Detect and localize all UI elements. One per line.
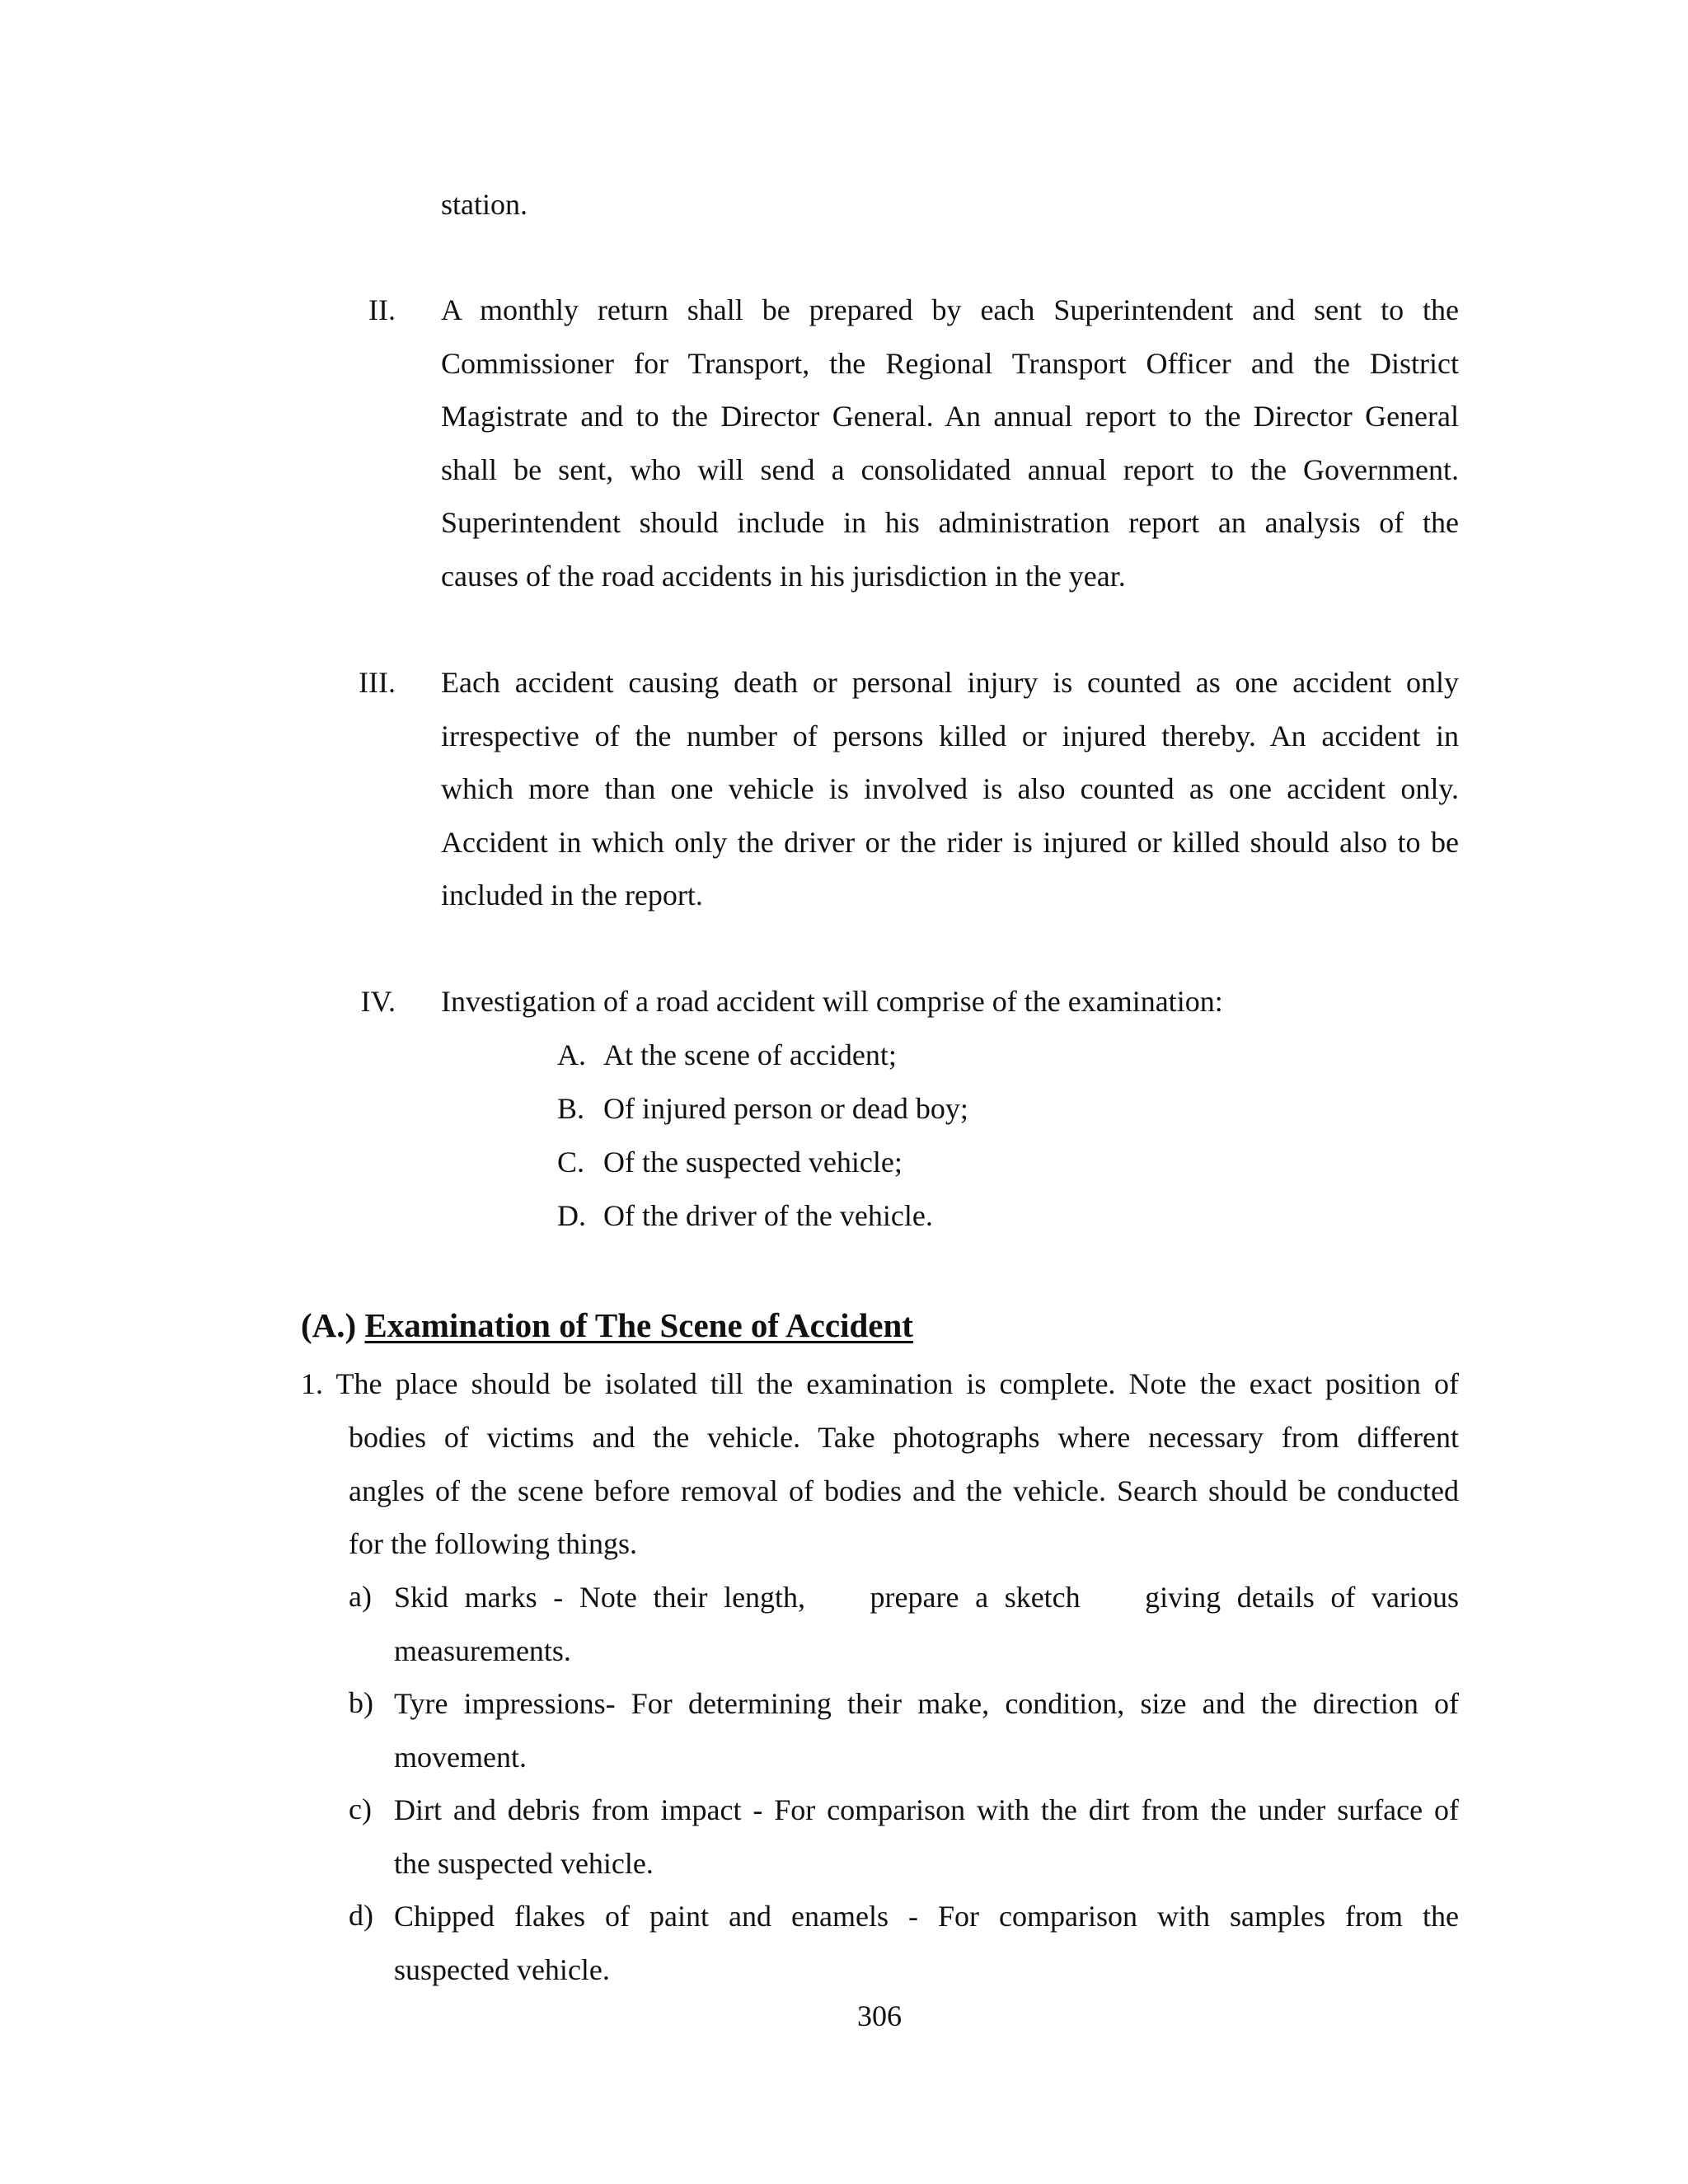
item-iv-line: Investigation of a road accident will comprise of the examination: (441, 985, 1223, 1018)
item-numeral-ii: II. (368, 293, 396, 326)
section-heading (301, 1306, 913, 1344)
subpoint-line: Tyre impressions- For determining their make, condition, size and the direction of (394, 1687, 1459, 1720)
subpoint-marker: d) (349, 1899, 373, 1932)
point-1-line: for the following things. (349, 1527, 637, 1561)
subitem-marker: C. (557, 1146, 585, 1179)
subpoint-line: movement. (394, 1740, 527, 1774)
subpoint-marker: b) (349, 1686, 373, 1719)
item-ii-paragraph (441, 284, 1459, 603)
item-ii-line: A monthly return shall be prepared by each Superintendent and sent to the (441, 293, 1459, 326)
subitem-text: Of the suspected vehicle; (603, 1146, 903, 1179)
item-iii-line: irrespective of the number of persons killed or injured thereby. An accident in (441, 719, 1459, 752)
item-ii-line: Magistrate and to the Director General. An annual report to the Director General (441, 400, 1459, 434)
subpoint-marker: c) (349, 1793, 372, 1825)
point-1-paragraph (349, 1411, 1459, 1571)
point-1-line: bodies of victims and the vehicle. Take photographs where necessary from different (349, 1421, 1459, 1454)
page-number: 306 (857, 1999, 902, 2032)
continuation-text: station. (441, 188, 528, 221)
item-iii-line: Accident in which only the driver or the rider is injured or killed should also to be (441, 825, 1459, 859)
subpoint-a (394, 1571, 1459, 1677)
item-ii-line: Commissioner for Transport, the Regional Transport Officer and the District (441, 346, 1459, 380)
item-numeral-iv: IV. (360, 985, 396, 1018)
item-iii-paragraph (441, 656, 1459, 922)
item-iii-line: Each accident causing death or personal injury is counted as one accident only (441, 666, 1459, 699)
section-prefix: (A.) (301, 1306, 357, 1344)
subitem-text: At the scene of accident; (603, 1038, 897, 1071)
item-numeral-iii: III. (359, 666, 396, 699)
subpoint-b (394, 1677, 1459, 1783)
subpoint-c (394, 1783, 1459, 1890)
item-ii-line: shall be sent, who will send a consolidated annual report to the Government. (441, 452, 1459, 486)
subpoint-line: Skid marks - Note their length, prepare a sketch giving details of various (394, 1581, 1459, 1614)
subpoint-line: Dirt and debris from impact - For comparison with the dirt from the under surface of (394, 1793, 1459, 1826)
subitem-text: Of the driver of the vehicle. (603, 1199, 933, 1232)
subpoint-line: measurements. (394, 1633, 571, 1667)
section-title: Examination of The Scene of Accident (364, 1306, 913, 1344)
subpoint-line: suspected vehicle. (394, 1952, 610, 1986)
subitem-marker: D. (557, 1199, 586, 1232)
item-ii-line: causes of the road accidents in his jurisdiction in the year. (441, 559, 1126, 593)
point-1-line: angles of the scene before removal of bodies and the vehicle. Search should be conducted (349, 1474, 1459, 1507)
subitem-marker: A. (557, 1038, 586, 1071)
subpoint-line: the suspected vehicle. (394, 1846, 654, 1880)
point-1-first-line: 1. The place should be isolated till the examination is complete. Note the exact position of (301, 1367, 1459, 1400)
subpoint-marker: a) (349, 1580, 372, 1613)
subitem-marker: B. (557, 1092, 585, 1125)
item-ii-line: Superintendent should include in his administration report an analysis of the (441, 506, 1459, 540)
subpoint-line: Chipped flakes of paint and enamels - For comparison with samples from the (394, 1900, 1459, 1933)
item-iii-line: which more than one vehicle is involved is also counted as one accident only. (441, 772, 1459, 806)
item-iii-line: included in the report. (441, 879, 703, 912)
subpoint-d (394, 1890, 1459, 1996)
subitem-text: Of injured person or dead boy; (603, 1092, 968, 1125)
